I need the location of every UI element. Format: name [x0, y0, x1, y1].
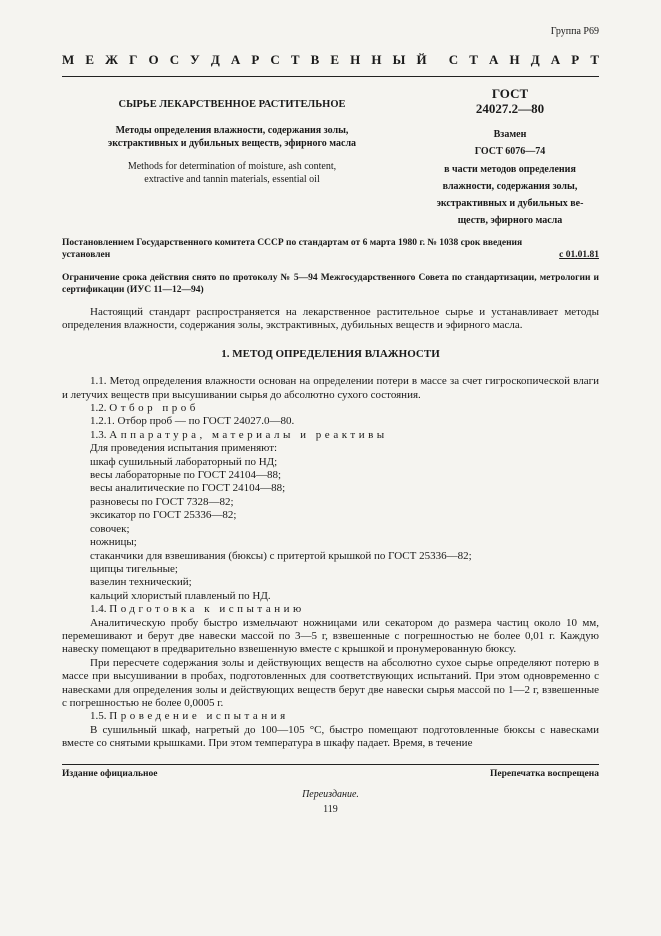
- clause-1-2: [62, 402, 599, 415]
- banner-letter: У: [190, 52, 200, 67]
- reissue-label: Переиздание.: [302, 789, 359, 800]
- english-title: [62, 160, 402, 186]
- footer-divider: [62, 764, 599, 765]
- document-subtitle: [62, 124, 402, 150]
- procedure-paragraph: В сушильный шкаф, нагретый до 100—105 °С, быстро помещают подготовленные бюксы с навесками вместе со снятыми крышками. При этом температура в шкафу падает. Время, в течение: [62, 723, 599, 750]
- equipment-list: [62, 456, 599, 603]
- section-heading: 1. МЕТОД ОПРЕДЕЛЕНИЯ ВЛАЖНОСТИ: [221, 347, 440, 360]
- clause-number: 1.4.: [90, 603, 110, 616]
- banner-letter: Г: [129, 52, 138, 67]
- subtitle-line: экстрактивных и дубильных веществ, эфирного масла: [107, 138, 357, 149]
- banner-letter: О: [148, 52, 159, 67]
- header-divider: [62, 76, 599, 77]
- equipment-item: эксикатор по ГОСТ 25336—82;: [90, 509, 237, 522]
- english-title-line: extractive and tannin materials, essential oil: [144, 174, 320, 185]
- replaced-parts-text: [420, 161, 600, 229]
- banner-letter: Д: [530, 52, 540, 67]
- equipment-item: шкаф сушильный лабораторный по НД;: [90, 455, 278, 468]
- preparation-paragraph: Аналитическую пробу быстро измельчают ножницами или секатором до размера частиц около 10 мм, перемешивают и берут две навески массой по 3—5 г, взвешенные с погрешностью не более 0,01 г. Каждую навеску помещают в предварительно взвешенную вместе с крышкой и пронумерованную бюксу.: [62, 616, 599, 656]
- clause-1-3: [62, 429, 599, 442]
- reprint-forbidden-label: Перепечатка воспрещена: [489, 769, 599, 779]
- replaced-parts-line: в части методов определения: [444, 164, 576, 175]
- banner-letter: В: [310, 52, 320, 67]
- replaced-gost-number: ГОСТ 6076—74: [474, 146, 546, 157]
- official-edition-label: Издание официальное: [62, 769, 158, 779]
- document-title: СЫРЬЕ ЛЕКАРСТВЕННОЕ РАСТИТЕЛЬНОЕ: [118, 99, 346, 110]
- banner-letter: Н: [350, 52, 361, 67]
- equipment-item: ножницы;: [90, 536, 137, 549]
- clause-number: 1.3.: [90, 428, 110, 441]
- interstate-standard-banner: [62, 52, 599, 68]
- equipment-item: кальций хлористый плавленый по НД.: [90, 589, 271, 602]
- clause-heading: Аппаратура, материалы и реактивы: [109, 428, 388, 441]
- equipment-item: стаканчики для взвешивания (бюксы) с притертой крышкой по ГОСТ 25336—82;: [90, 549, 472, 562]
- equipment-item: весы лабораторные по ГОСТ 24104—88;: [90, 469, 282, 482]
- banner-letter: Й: [416, 52, 427, 67]
- banner-letter: С: [448, 52, 459, 67]
- banner-letter: Д: [210, 52, 220, 67]
- page-number: 119: [323, 804, 338, 815]
- clause-1-4: [62, 603, 599, 616]
- replaced-parts-line: ществ, эфирного масла: [457, 215, 563, 226]
- replaced-label: Взамен: [493, 129, 527, 140]
- limitation-note: Ограничение срока действия снято по протоколу № 5—94 Межгосударственного Совета по стандартизации, метрологии и сертификации (ИУС 11—12—94): [62, 273, 599, 295]
- banner-letter: Н: [509, 52, 520, 67]
- banner-letter: Ы: [392, 52, 406, 67]
- clause-1-5: [62, 710, 599, 723]
- english-title-line: Methods for determination of moisture, ash content,: [127, 161, 337, 172]
- banner-letter: Е: [330, 52, 340, 67]
- equipment-item: совочек;: [90, 522, 130, 535]
- gost-number: 24027.2—80: [475, 101, 545, 116]
- banner-letter: Ж: [105, 52, 118, 67]
- decree-established: установлен: [62, 250, 111, 260]
- equipment-item: вазелин технический;: [90, 576, 192, 589]
- equipment-item: разновесы по ГОСТ 7328—82;: [90, 495, 234, 508]
- intro-paragraph: Настоящий стандарт распространяется на лекарственное растительное сырье и устанавливает методы определения влажности, содержания золы, экстрактивных, дубильных веществ и эфирного масла.: [62, 306, 599, 332]
- decree-statement: [62, 237, 599, 261]
- banner-letter: Р: [571, 52, 580, 67]
- banner-letter: С: [270, 52, 280, 67]
- clause-number: 1.5.: [90, 710, 110, 723]
- banner-letter: М: [62, 52, 75, 67]
- banner-letter: А: [230, 52, 241, 67]
- clause-1-1: 1.1. Метод определения влажности основан на определении потери в массе за счет гигроскопической влаги и летучих веществ при высушивании сырья до абсолютно сухого состояния.: [62, 375, 599, 401]
- document-body: [62, 306, 599, 751]
- classification-group: Группа Р69: [550, 26, 599, 37]
- equipment-intro: Для проведения испытания применяют:: [90, 442, 278, 455]
- replaced-parts-line: экстрактивных и дубильных ве-: [436, 198, 584, 209]
- banner-letter: Т: [590, 52, 599, 67]
- banner-letter: А: [550, 52, 561, 67]
- banner-letter: Н: [371, 52, 382, 67]
- subtitle-line: Методы определения влажности, содержания золы,: [115, 125, 349, 136]
- gost-label: ГОСТ: [491, 86, 529, 101]
- recalculation-paragraph: При пересчете содержания золы и действующих веществ на абсолютно сухое сырье определяют потерю в массе при высушивании в пробах, подготовленных для соответствующих испытаний. При этом одновременно с навесками для определения золы и действующих веществ берут две навески сырья массой по 1—2 г, взвешенные с погрешностью не более 0,0005 г.: [62, 656, 599, 709]
- equipment-item: щипцы тигельные;: [90, 562, 178, 575]
- clause-heading: Отбор проб: [109, 402, 199, 415]
- clause-number: 1.2.: [90, 402, 110, 415]
- banner-letter: С: [169, 52, 180, 67]
- effective-date: с 01.01.81: [559, 250, 599, 260]
- banner-letter: Р: [251, 52, 260, 67]
- banner-letter: Т: [469, 52, 478, 67]
- decree-line: Постановлением Государственного комитета СССР по стандартам от 6 марта 1980 г. № 1038 срок введения: [62, 238, 523, 248]
- clause-heading: Проведение испытания: [109, 710, 289, 723]
- clause-heading: Подготовка к испытанию: [109, 603, 305, 616]
- replaced-parts-line: влажности, содержания золы,: [442, 181, 578, 192]
- equipment-item: весы аналитические по ГОСТ 24104—88;: [90, 482, 286, 495]
- gost-designation-block: [420, 86, 600, 229]
- banner-letter: Е: [85, 52, 95, 67]
- banner-letter: Т: [290, 52, 300, 67]
- decree-line: [62, 249, 599, 261]
- clause-1-2-1: 1.2.1. Отбор проб — по ГОСТ 24027.0—80.: [90, 415, 295, 428]
- banner-letter: А: [489, 52, 499, 67]
